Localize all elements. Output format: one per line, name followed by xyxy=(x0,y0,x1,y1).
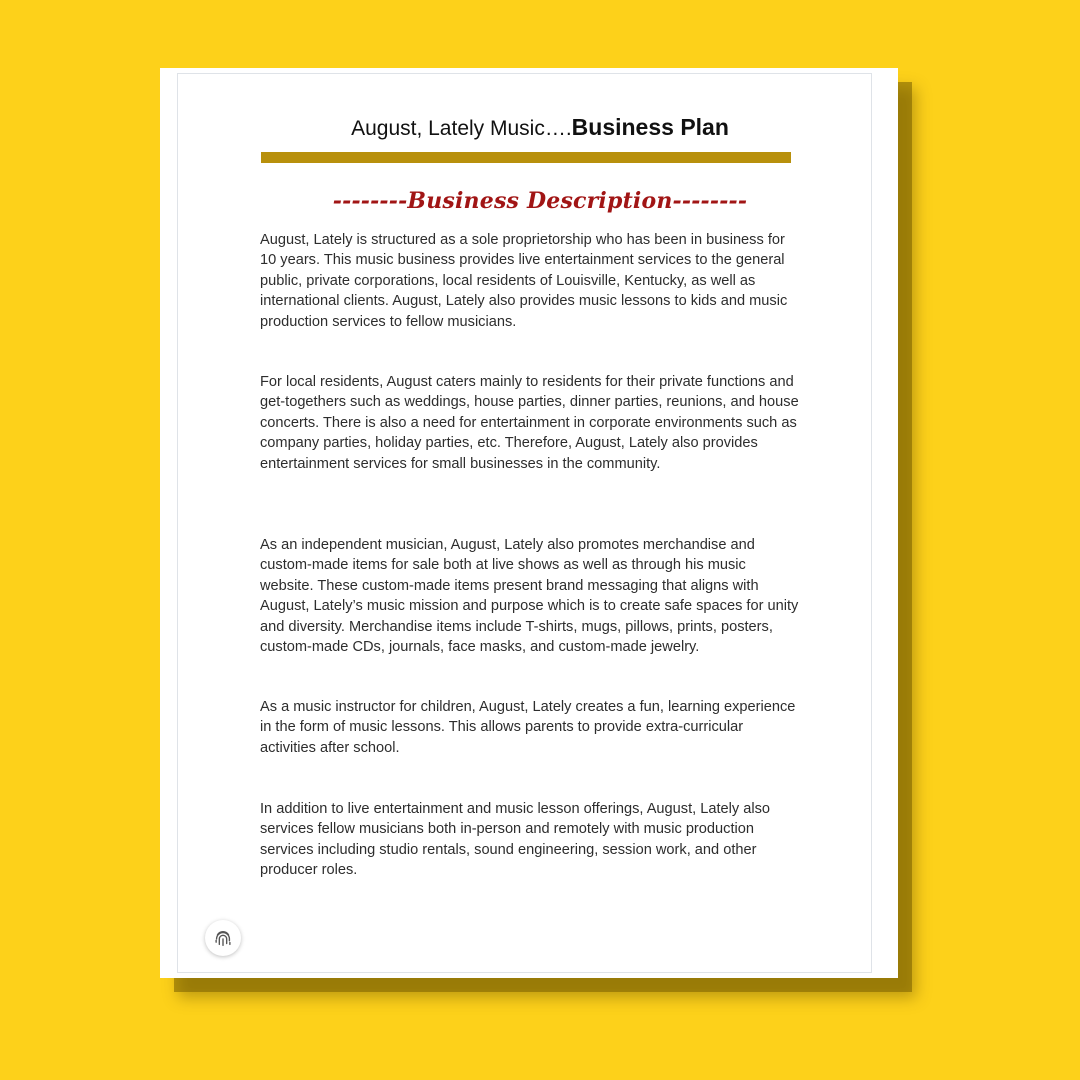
paragraph-2: For local residents, August caters mainly to residents for their private functions and get-togethers such as weddings, house parties, dinner parties, reunions, and house concerts. There is also a need for entertainment in corporate environments such as company parties, holiday parties, etc. Therefore, August, Lately also provides entertainment services for small businesses in the community. xyxy=(260,374,799,472)
fingerprint-button[interactable] xyxy=(205,920,241,956)
fingerprint-icon xyxy=(212,927,234,949)
paragraph-3: As an independent musician, August, Lately also promotes merchandise and custom-made items for sale both at live shows as well as through his music website. These custom-made items present brand messaging that aligns with August, Lately’s music mission and purpose which is to create safe spaces for unity and diversity. Merchandise items include T-shirts, mugs, pillows, prints, posters, custom-made CDs, journals, face masks, and custom-made jewelry. xyxy=(260,537,799,656)
title-bold: Business Plan xyxy=(571,114,729,140)
paragraph-4: As a music instructor for children, August, Lately creates a fun, learning experience in the form of music lessons. This allows parents to provide extra-curricular activities after school. xyxy=(260,699,796,756)
paragraph-1: August, Lately is structured as a sole proprietorship who has been in business for 10 years. This music business provides live entertainment services to the general public, private corporations, local residents of Louisville, Kentucky, as well as international clients. August, Lately also provides music lessons to kids and music production services to fellow musicians. xyxy=(260,232,788,330)
title-regular: August, Lately Music…. xyxy=(351,117,572,140)
title-underline-bar xyxy=(261,152,791,163)
paragraph-5: In addition to live entertainment and music lesson offerings, August, Lately also services fellow musicians both in-person and remotely with music production services including studio rentals, sound engineering, session work, and other producer roles. xyxy=(260,801,771,879)
section-heading: --------Business Description-------- xyxy=(332,188,748,214)
document-title xyxy=(0,114,1080,141)
